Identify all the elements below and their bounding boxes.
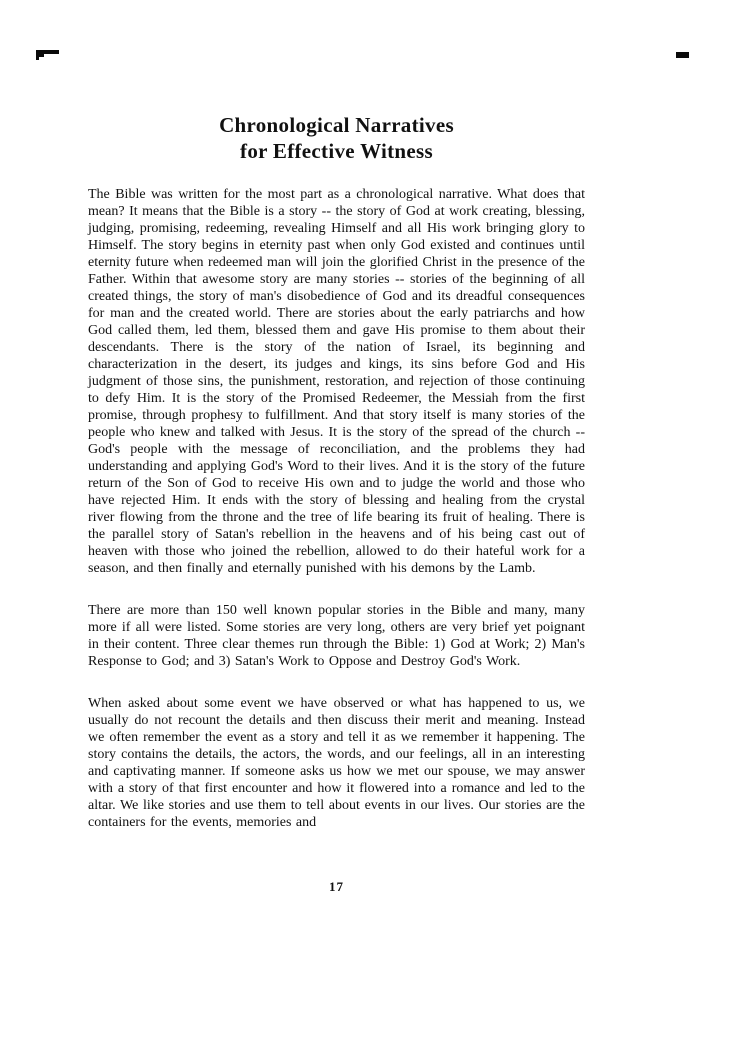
paragraph-3: When asked about some event we have observed or what has happened to us, we usually do not recount the details and then discuss their merit and meaning. Instead we often remember the event as a story and tell it as we remember it happening. The story contains the details, the actors, the words, and our feelings, all in an interesting and captivating manner. If someone asks us how we met our spouse, we may answer with a story of that first encounter and how it flowered into a romance and led to the altar. We like stories and use them to tell about events in our lives. Our stories are the containers for the events, memories and: [88, 696, 585, 830]
paragraph-2: There are more than 150 well known popular stories in the Bible and many, many more if all were listed. Some stories are very long, others are very brief yet poignant in their content. Three clear themes run through the Bible: 1) God at Work; 2) Man's Response to God; and 3) Satan's Work to Oppose and Destroy God's Work.: [88, 603, 585, 669]
page-title: [88, 112, 585, 164]
page-title-line-2: for Effective Witness: [240, 139, 433, 163]
page-number: 17: [329, 879, 344, 894]
scan-artifact-mark-left: [36, 50, 59, 60]
body-text: [88, 186, 585, 831]
scan-artifact-mark-right: [676, 52, 689, 58]
scan-artifact-tail: [36, 57, 39, 60]
page-title-line-1: Chronological Narratives: [219, 113, 454, 137]
paragraph-1: The Bible was written for the most part as a chronological narrative. What does that mean? It means that the Bible is a story -- the story of God at work creating, blessing, judging, promising, redeeming, revealing Himself and all His work bringing glory to Himself. The story begins in eternity past when only God existed and continues until eternity future when redeemed man will join the glorified Christ in the presence of the Father. Within that awesome story are many stories -- stories of the beginning of all created things, the story of man's disobedience of God and its dreadful consequences for man and the created world. There are stories about the early patriarchs and how God called them, led them, blessed them and gave His promise to them about their descendants. There is the story of the nation of Israel, its beginning and characterization in the desert, its judges and kings, its sins before God and His judgment of those sins, the punishment, restoration, and rejection of those continuing to defy Him. It is the story of the Promised Redeemer, the Messiah from the first promise, through prophesy to fulfillment. And that story itself is many stories of the people who knew and talked with Jesus. It is the story of the spread of the church -- God's people with the message of reconciliation, and the problems they had understanding and applying God's Word to their lives. And it is the story of the future return of the Son of God to receive His own and to judge the world and those who have rejected Him. It ends with the story of blessing and healing from the crystal river flowing from the throne and the tree of life bearing its fruit of healing. There is the parallel story of Satan's rebellion in the heavens and of his being cast out of heaven with those who joined the rebellion, allowed to do their hateful work for a season, and then finally and eternally punished with his demons by the Lamb.: [88, 187, 585, 576]
page-content: [88, 112, 585, 831]
